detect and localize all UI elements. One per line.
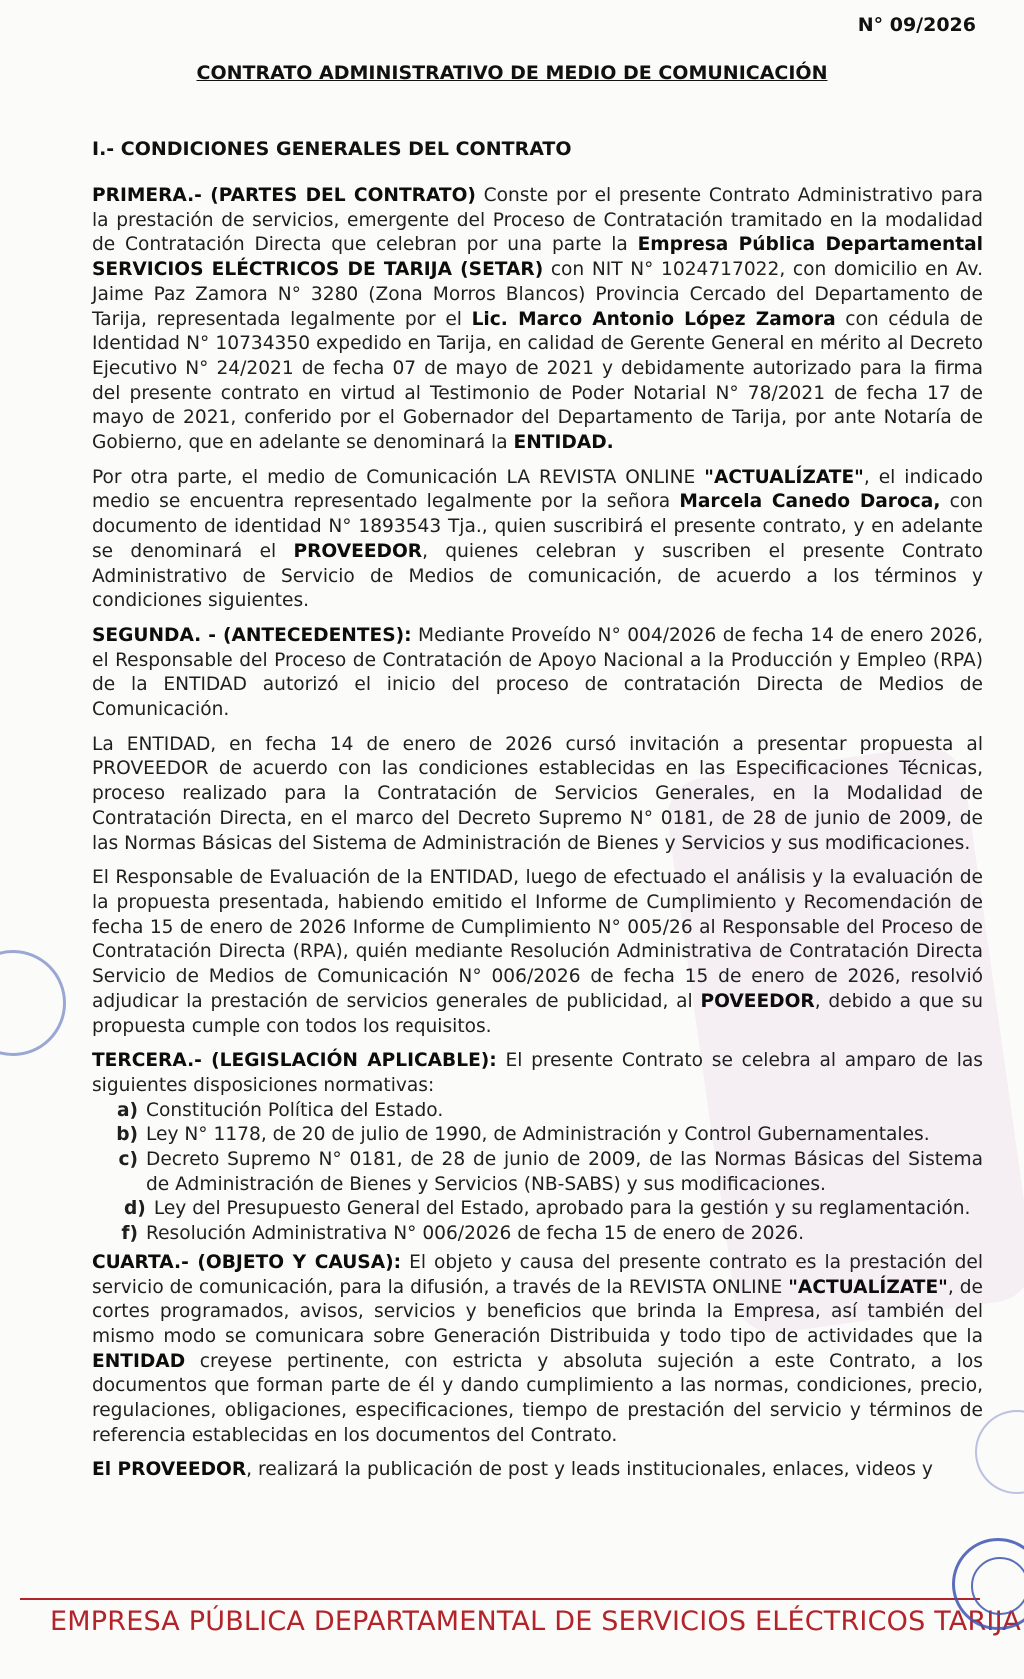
- list-item-text: Ley N° 1178, de 20 de julio de 1990, de Administración y Control Gubernamentales.: [146, 1124, 930, 1146]
- list-item-label: a): [116, 1099, 138, 1121]
- clause-text: creyese pertinente, con estricta y absoluta sujeción a este Contrato, a los documentos que forman parte de él y dando cumplimiento a las normas, condiciones, precio, regulaciones, obligaciones, especificaciones, tiempo de prestación del servicio y términos de referencia establecidas en los documentos del Contrato.: [92, 1350, 983, 1446]
- representative-name: Lic. Marco Antonio López Zamora: [471, 308, 836, 330]
- clause-text: Conste por el presente Contrato Administrativo para la prestación de servicios, emergente del Proceso de Contratación tramitado en la modalidad de Contratación Directa que celebran por una parte la: [92, 185, 983, 256]
- entity-term: ENTIDAD: [92, 1350, 186, 1372]
- clause-text: , debido a que su propuesta cumple con todos los requisitos.: [92, 990, 983, 1037]
- list-item-label: c): [118, 1149, 138, 1171]
- list-item-text: Ley del Presupuesto General del Estado, aprobado para la gestión y su reglamentación.: [153, 1198, 971, 1220]
- list-item: [92, 1222, 983, 1247]
- clause-text: , de cortes programados, avisos, servicios y beneficios que brinda la Empresa, así también del mismo modo se comunicara sobre Generación Distribuida y todo tipo de actividades que la: [92, 1276, 983, 1347]
- media-name: "ACTUALÍZATE": [788, 1276, 948, 1298]
- list-item: [92, 1123, 983, 1148]
- clause-text: El objeto y causa del presente contrato es la prestación del servicio de comunicación, para la difusión, a través de la REVISTA ONLINE: [92, 1251, 983, 1298]
- provider-term: El PROVEEDOR: [92, 1459, 247, 1481]
- clause-cuarta: [92, 1251, 983, 1449]
- list-item-text: Decreto Supremo N° 0181, de 28 de junio de 2009, de las Normas Básicas del Sistema de Administración de Bienes y Servicios (NB-SABS) y sus modificaciones.: [146, 1149, 983, 1195]
- media-name: "ACTUALÍZATE": [704, 466, 864, 488]
- clause-tercera: [92, 1049, 983, 1098]
- clause-text: El Responsable de Evaluación de la ENTIDAD, luego de efectuado el análisis y la evaluación de la propuesta presentada, habiendo emitido el Informe de Cumplimiento y Recomendación de fecha 15 de enero de 2026 Informe de Cumplimiento N° 005/26 al Responsable del Proceso de Contratación Directa (RPA), quién mediante Resolución Administrativa de Contratación Directa Servicio de Medios de Comunicación N° 006/2026 de fecha 15 de enero de 2026, resolvió adjudicar la prestación de servicios generales de publicidad, al: [92, 867, 983, 1012]
- clause-label: PRIMERA.- (PARTES DEL CONTRATO): [92, 185, 476, 206]
- footer-company-name: EMPRESA PÚBLICA DEPARTAMENTAL DE SERVICIOS ELÉCTRICOS TARIJA: [50, 1606, 1021, 1637]
- contract-number: N° 09/2026: [857, 14, 976, 36]
- clause-text: Por otra parte, el medio de Comunicación LA REVISTA ONLINE: [92, 466, 705, 488]
- clause-text: con cédula de Identidad N° 10734350 expedido en Tarija, en calidad de Gerente General en mérito al Decreto Ejecutivo N° 24/2021 de fecha 07 de mayo de 2021 y debidamente autorizado para la firma del presente contrato en virtud al Testimonio de Poder Notarial N° 78/2021 de fecha 17 de mayo de 2021, conferido por el Gobernador del Departamento de Tarija, por ante Notaría de Gobierno, que en adelante se denominará la: [92, 308, 983, 454]
- list-item: [92, 1197, 983, 1222]
- seal-inner-ring: [971, 1557, 1024, 1615]
- clause-text: , quienes celebran y suscriben el presente Contrato Administrativo de Servicio de Medios de comunicación, de acuerdo a los términos y condiciones siguientes.: [92, 540, 983, 612]
- paragraph-proveedor: [92, 1458, 983, 1483]
- list-item: [92, 1099, 983, 1124]
- provider-term: POVEEDOR: [700, 990, 815, 1012]
- contract-body: [92, 184, 983, 1493]
- list-item-label: b): [116, 1124, 138, 1146]
- document-title: CONTRATO ADMINISTRATIVO DE MEDIO DE COMUNICACIÓN: [196, 62, 828, 84]
- list-item: [92, 1148, 983, 1197]
- clause-text: con NIT N° 1024717022, con domicilio en Av. Jaime Paz Zamora N° 3280 (Zona Morros Blancos) Provincia Cercado del Departamento de Tarija, representada legalmente por el: [92, 259, 983, 330]
- clause-label: CUARTA.- (OBJETO Y CAUSA):: [92, 1251, 402, 1273]
- provider-term: PROVEEDOR: [293, 540, 423, 562]
- provider-representative-name: Marcela Canedo Daroca,: [679, 491, 941, 513]
- clause-label: TERCERA.- (LEGISLACIÓN APLICABLE):: [92, 1050, 497, 1072]
- legislation-list: [92, 1099, 983, 1247]
- clause-text: Mediante Proveído N° 004/2026 de fecha 14 de enero 2026, el Responsable del Proceso de Contratación de Apoyo Nacional a la Producción y Empleo (RPA) de la ENTIDAD autorizó el inicio del proceso de contratación Directa de Medios de Comunicación.: [92, 624, 983, 721]
- list-item-label: d): [124, 1198, 146, 1220]
- paragraph-evaluacion: [92, 866, 983, 1039]
- clause-text: , el indicado medio se encuentra representado legalmente por la señora: [92, 466, 983, 513]
- paragraph-invitacion: La ENTIDAD, en fecha 14 de enero de 2026 cursó invitación a presentar propuesta al PROVEEDOR de acuerdo con las condiciones establecidas en las Especificaciones Técnicas, proceso realizado para la Contratación de Servicios Generales, en la Modalidad de Contratación Directa, en el marco del Decreto Supremo N° 0181, de 28 de junio de 2009, de las Normas Básicas del Sistema de Administración de Bienes y Servicios y sus modificaciones.: [92, 733, 983, 854]
- entity-name: Empresa Pública Departamental SERVICIOS ELÉCTRICOS DE TARIJA (SETAR): [92, 234, 984, 281]
- paragraph-otra-parte: [92, 466, 983, 614]
- section-heading: I.- CONDICIONES GENERALES DEL CONTRATO: [92, 138, 572, 160]
- clause-segunda: [92, 624, 983, 723]
- list-item-text: Resolución Administrativa N° 006/2026 de fecha 15 de enero de 2026.: [146, 1223, 805, 1245]
- entity-term: ENTIDAD.: [513, 432, 614, 454]
- clause-primera: [92, 184, 983, 456]
- clause-text: , realizará la publicación de post y leads institucionales, enlaces, videos y: [246, 1459, 933, 1481]
- footer-divider: [20, 1598, 980, 1600]
- clause-text: El presente Contrato se celebra al amparo de las siguientes disposiciones normativas:: [92, 1050, 983, 1096]
- left-seal-stamp: [0, 950, 66, 1056]
- list-item-label: f): [121, 1223, 138, 1245]
- clause-label: SEGUNDA. - (ANTECEDENTES):: [92, 624, 412, 646]
- list-item-text: Constitución Política del Estado.: [146, 1099, 444, 1121]
- clause-text: con documento de identidad N° 1893543 Tja., quien suscribirá el presente contrato, y en adelante se denominará el: [92, 491, 984, 562]
